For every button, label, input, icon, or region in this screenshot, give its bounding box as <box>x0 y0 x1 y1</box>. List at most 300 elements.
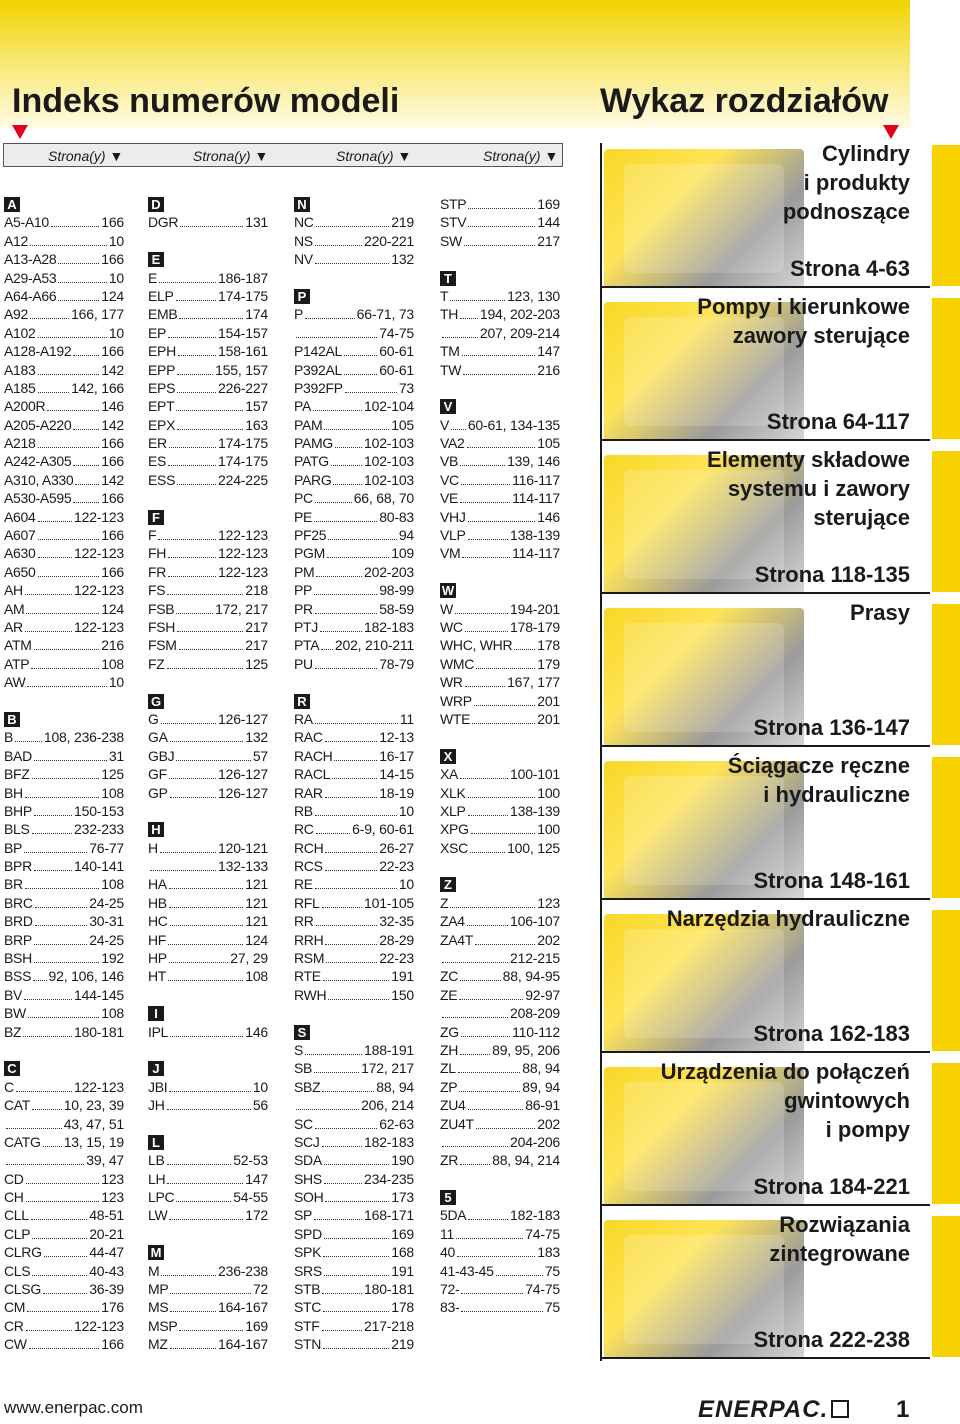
chapter-pages: Strona 148-161 <box>753 868 910 893</box>
page-ref: 100, 125 <box>507 839 560 856</box>
index-spacer <box>440 857 560 875</box>
leader-dots <box>514 637 535 650</box>
index-entry <box>440 636 560 654</box>
index-letter-heading <box>148 508 268 526</box>
model-code: LPC <box>148 1189 175 1206</box>
page-ref: 10 <box>398 802 414 819</box>
model-code: G <box>148 710 159 727</box>
index-entry <box>4 1206 124 1224</box>
index-entry <box>148 544 268 562</box>
index-entry <box>4 728 124 746</box>
index-entry <box>4 342 124 360</box>
index-entry <box>294 1151 414 1169</box>
page-ref: 122-123 <box>74 1317 124 1334</box>
page-ref: 22-23 <box>379 858 414 875</box>
model-code: 11 <box>440 1225 454 1242</box>
index-entry <box>440 361 560 379</box>
model-code: T <box>440 287 449 304</box>
leader-dots <box>34 950 99 963</box>
model-code: FR <box>148 563 167 580</box>
page-ref: 207, 209-214 <box>479 324 560 341</box>
model-code: XLK <box>440 784 466 801</box>
chapter-title: Elementy składowe systemu i zawory sterujące <box>707 447 910 530</box>
page-ref: 146 <box>245 1023 268 1040</box>
model-code: C <box>4 1078 14 1095</box>
page-ref: 102-103 <box>364 471 414 488</box>
leader-dots <box>168 545 216 558</box>
index-letter-heading <box>148 820 268 838</box>
leader-dots <box>170 1024 243 1037</box>
leader-dots <box>315 711 398 724</box>
chapter-item[interactable] <box>600 141 930 298</box>
model-code: A205-A220 <box>4 416 72 433</box>
page-ref: 150 <box>391 986 414 1003</box>
model-code: V <box>440 416 450 433</box>
page-ref: 125 <box>101 766 124 783</box>
leader-dots <box>35 913 88 926</box>
page-ref: 110-112 <box>512 1023 560 1040</box>
page-ref: 219 <box>391 214 414 231</box>
model-code: A13-A28 <box>4 251 57 268</box>
model-code: P142AL <box>294 343 343 360</box>
page-ref: 92, 106, 146 <box>48 968 124 985</box>
leader-dots <box>31 656 99 669</box>
leader-dots <box>315 601 377 614</box>
leader-dots <box>31 1207 87 1220</box>
page-ref: 88, 94 <box>522 1060 560 1077</box>
index-spacer <box>148 1115 268 1133</box>
index-spacer <box>440 728 560 746</box>
letter-badge: L <box>148 1135 164 1150</box>
leader-dots <box>32 1263 87 1276</box>
leader-dots <box>450 895 535 908</box>
model-code: RA <box>294 710 313 727</box>
index-entry <box>294 1188 414 1206</box>
leader-dots <box>442 1005 508 1018</box>
index-entry <box>294 379 414 397</box>
page-ref: 10 <box>398 876 414 893</box>
page-title-index: Indeks numerów modeli <box>12 82 400 120</box>
leader-dots <box>168 968 243 981</box>
index-entry <box>294 802 414 820</box>
chapter-pages: Strona 118-135 <box>754 562 910 587</box>
chapter-rule <box>600 745 930 747</box>
index-entry <box>294 1133 414 1151</box>
page-ref: 40-43 <box>89 1262 124 1279</box>
index-entry <box>4 508 124 526</box>
chapter-tab[interactable] <box>932 298 960 439</box>
page-ref: 109 <box>391 545 414 562</box>
leader-dots <box>169 435 216 448</box>
model-code: FS <box>148 582 166 599</box>
chapter-item[interactable] <box>600 600 930 757</box>
page-ref: 13, 15, 19 <box>63 1133 124 1150</box>
leader-dots <box>333 472 362 485</box>
index-entry <box>440 305 560 323</box>
page-ref: 11 <box>399 710 414 727</box>
letter-badge: V <box>440 399 456 414</box>
index-entry <box>440 967 560 985</box>
index-entry <box>4 1298 124 1316</box>
index-entry <box>440 489 560 507</box>
model-code: XSC <box>440 839 468 856</box>
index-entry <box>148 931 268 949</box>
leader-dots <box>323 1336 389 1349</box>
leader-dots <box>73 417 99 430</box>
model-code: SP <box>294 1207 313 1224</box>
leader-dots <box>169 876 243 889</box>
index-entry <box>4 967 124 985</box>
logo-mark-icon <box>831 1400 849 1418</box>
model-code: W <box>440 600 453 617</box>
leader-dots <box>170 913 244 926</box>
model-code: NV <box>294 251 313 268</box>
index-entry <box>440 710 560 728</box>
model-code: PATG <box>294 453 329 470</box>
index-letter-heading <box>440 875 560 893</box>
leader-dots <box>73 453 99 466</box>
page-ref: 121 <box>245 894 268 911</box>
page-ref: 108 <box>101 876 124 893</box>
index-entry <box>294 1059 414 1077</box>
index-entry <box>148 416 268 434</box>
model-code: BFZ <box>4 766 30 783</box>
index-spacer <box>148 802 268 820</box>
page-ref: 146 <box>537 508 560 525</box>
index-entry <box>294 784 414 802</box>
page-ref: 28-29 <box>379 931 414 948</box>
page-ref: 36-39 <box>89 1281 124 1298</box>
letter-badge: C <box>4 1061 20 1076</box>
leader-dots <box>305 306 355 319</box>
page-ref: 24-25 <box>89 931 124 948</box>
page-ref: 106-107 <box>510 913 560 930</box>
page-ref: 12-13 <box>379 729 414 746</box>
page-ref: 102-103 <box>364 453 414 470</box>
chapter-rule <box>600 286 930 288</box>
leader-dots <box>322 1281 362 1294</box>
leader-dots <box>467 913 508 926</box>
leader-dots <box>167 582 243 595</box>
leader-dots <box>38 527 100 540</box>
leader-dots <box>75 472 99 485</box>
page-ref: 154-157 <box>218 324 268 341</box>
model-code: AM <box>4 600 25 617</box>
leader-dots <box>460 306 478 319</box>
page-ref: 201 <box>537 710 560 727</box>
model-code: A29-A53 <box>4 269 57 286</box>
chapter-tab[interactable] <box>932 1063 960 1204</box>
leader-dots <box>462 343 536 356</box>
page-ref: 212-215 <box>510 950 560 967</box>
chapter-item[interactable] <box>600 753 930 910</box>
chapter-item[interactable] <box>600 447 930 604</box>
index-entry <box>4 563 124 581</box>
page-ref: 72 <box>252 1281 268 1298</box>
index-entry <box>294 250 414 268</box>
index-entry <box>4 416 124 434</box>
page-ref: 100 <box>537 821 560 838</box>
model-code: A92 <box>4 306 29 323</box>
leader-dots <box>323 968 389 981</box>
index-entry <box>148 305 268 323</box>
leader-dots <box>38 435 100 448</box>
leader-dots <box>168 325 216 338</box>
index-entry <box>148 747 268 765</box>
index-entry <box>294 1206 414 1224</box>
index-entry <box>148 269 268 287</box>
index-entry <box>4 802 124 820</box>
index-entry <box>440 1059 560 1077</box>
page-ref: 142 <box>101 471 124 488</box>
index-entry <box>294 489 414 507</box>
page-ref: 132 <box>245 729 268 746</box>
chapter-item[interactable] <box>600 906 930 1063</box>
leader-dots <box>325 840 377 853</box>
model-code: EP <box>148 324 167 341</box>
index-entry <box>440 1023 560 1041</box>
leader-dots <box>38 362 100 375</box>
chapter-pages: Strona 222-238 <box>753 1327 910 1352</box>
page-ref: 108 <box>101 655 124 672</box>
model-code: ER <box>148 435 167 452</box>
chapter-tab[interactable] <box>932 757 960 898</box>
page-ref: 155, 157 <box>215 361 268 378</box>
index-entry <box>4 949 124 967</box>
leader-dots <box>315 656 377 669</box>
index-column <box>148 195 268 1354</box>
leader-dots <box>442 1134 508 1147</box>
chapter-rule <box>600 898 930 900</box>
index-spacer <box>440 250 560 268</box>
page-ref: 166 <box>101 251 124 268</box>
index-entry <box>4 213 124 231</box>
model-code: HA <box>148 876 167 893</box>
model-code: RRH <box>294 931 324 948</box>
index-letter-heading <box>294 692 414 710</box>
index-entry <box>294 967 414 985</box>
model-code: GA <box>148 729 168 746</box>
model-code: BRC <box>4 894 33 911</box>
index-spacer <box>4 692 124 710</box>
leader-dots <box>38 380 70 393</box>
chapter-tab[interactable] <box>932 145 960 286</box>
index-entry <box>440 1262 560 1280</box>
model-code: A200R <box>4 398 46 415</box>
leader-dots <box>324 1263 389 1276</box>
leader-dots <box>25 876 99 889</box>
index-entry <box>440 1115 560 1133</box>
model-code: A185 <box>4 379 36 396</box>
leader-dots <box>27 674 106 687</box>
index-entry <box>148 967 268 985</box>
page-ref: 166, 177 <box>71 306 124 323</box>
model-code: MZ <box>148 1336 168 1353</box>
model-code: WTE <box>440 710 471 727</box>
page-ref: 16-17 <box>379 747 414 764</box>
model-code: GP <box>148 784 168 801</box>
index-letter-heading <box>294 1023 414 1041</box>
leader-dots <box>26 1318 72 1331</box>
model-code: VM <box>440 545 461 562</box>
index-entry <box>148 912 268 930</box>
index-entry <box>148 287 268 305</box>
index-entry <box>440 765 560 783</box>
index-entry <box>148 581 268 599</box>
model-code: GBJ <box>148 747 175 764</box>
index-entry <box>4 489 124 507</box>
leader-dots <box>326 950 377 963</box>
chapter-item[interactable] <box>600 294 930 451</box>
model-code: WR <box>440 674 463 691</box>
page-ref: 121 <box>245 876 268 893</box>
page-ref: 173 <box>391 1189 414 1206</box>
leader-dots <box>465 619 508 632</box>
model-code: VB <box>440 453 459 470</box>
index-entry <box>294 581 414 599</box>
model-code: NS <box>294 232 313 249</box>
page-ref: 167, 177 <box>507 674 560 691</box>
leader-dots <box>35 895 88 908</box>
leader-dots <box>34 748 107 761</box>
model-code: BRP <box>4 931 32 948</box>
index-entry <box>148 857 268 875</box>
leader-dots <box>468 803 508 816</box>
model-code: A128-A192 <box>4 343 72 360</box>
model-code: NC <box>294 214 314 231</box>
page-number: 1 <box>896 1396 910 1423</box>
page-ref: 202, 210-211 <box>334 637 414 654</box>
chapter-item[interactable] <box>600 1059 930 1216</box>
model-code: VLP <box>440 527 466 544</box>
index-entry <box>148 875 268 893</box>
index-entry <box>4 434 124 452</box>
model-code: RB <box>294 802 313 819</box>
model-code: STV <box>440 214 467 231</box>
index-entry <box>440 839 560 857</box>
index-letter-heading <box>440 581 560 599</box>
model-code: BHP <box>4 802 32 819</box>
model-code: ATP <box>4 655 30 672</box>
index-entry <box>440 232 560 250</box>
leader-dots <box>315 251 389 264</box>
enerpac-logo: ENERPAC. <box>698 1396 849 1424</box>
model-code: SBZ <box>294 1078 321 1095</box>
index-entry <box>4 287 124 305</box>
letter-badge: M <box>148 1245 164 1260</box>
model-code: CAT <box>4 1097 31 1114</box>
index-entry <box>148 1280 268 1298</box>
page-ref: 142, 166 <box>71 379 124 396</box>
model-code: RAR <box>294 784 323 801</box>
page-ref: 74-75 <box>525 1225 560 1242</box>
leader-dots <box>327 545 389 558</box>
model-code: A650 <box>4 563 36 580</box>
leader-dots <box>73 490 99 503</box>
model-code: FSB <box>148 600 175 617</box>
page-ref: 39, 47 <box>86 1152 124 1169</box>
page-ref: 216 <box>537 361 560 378</box>
chapter-tab[interactable] <box>932 451 960 592</box>
letter-badge: X <box>440 749 456 764</box>
leader-dots <box>442 325 478 338</box>
leader-dots <box>177 362 213 375</box>
leader-dots <box>462 545 510 558</box>
leader-dots <box>179 1318 243 1331</box>
page-ref: 57 <box>252 747 268 764</box>
page-ref: 217 <box>537 232 560 249</box>
page-ref: 120-121 <box>218 839 268 856</box>
index-entry <box>440 655 560 673</box>
leader-dots <box>323 1299 389 1312</box>
letter-badge: T <box>440 271 456 286</box>
index-entry <box>294 397 414 415</box>
model-code: ZU4 <box>440 1097 466 1114</box>
leader-dots <box>325 1189 389 1202</box>
model-code: A630 <box>4 545 36 562</box>
chapter-tab[interactable] <box>932 910 960 1051</box>
model-code: ZP <box>440 1078 458 1095</box>
index-entry <box>294 1243 414 1261</box>
index-entry <box>4 1225 124 1243</box>
model-code: VC <box>440 471 459 488</box>
leader-dots <box>442 950 508 963</box>
index-entry <box>440 820 560 838</box>
model-code: CLL <box>4 1207 29 1224</box>
model-code: RFL <box>294 894 320 911</box>
chapter-tab[interactable] <box>932 604 960 745</box>
index-entry <box>148 1151 268 1169</box>
index-entry <box>4 452 124 470</box>
leader-dots <box>461 1299 542 1312</box>
model-code: HF <box>148 931 167 948</box>
model-code: BP <box>4 839 23 856</box>
page-ref: 146 <box>101 398 124 415</box>
model-code: CATG <box>4 1133 41 1150</box>
leader-dots <box>468 196 535 209</box>
index-entry <box>440 1225 560 1243</box>
model-code: BAD <box>4 747 32 764</box>
index-entry <box>4 1243 124 1261</box>
leader-dots <box>315 233 362 246</box>
leader-dots <box>296 325 377 338</box>
index-entry <box>4 1317 124 1335</box>
index-entry <box>440 912 560 930</box>
index-entry <box>440 1133 560 1151</box>
letter-badge: D <box>148 197 164 212</box>
page-ref: 122-123 <box>74 1078 124 1095</box>
leader-dots <box>167 1152 232 1165</box>
leader-dots <box>468 527 508 540</box>
index-entry <box>4 1151 124 1169</box>
index-entry <box>440 986 560 1004</box>
page-ref: 182-183 <box>364 1133 414 1150</box>
column-header-label: Strona(y) ▼ <box>483 148 559 164</box>
model-code: PE <box>294 508 313 525</box>
index-entry <box>4 1096 124 1114</box>
chapter-item[interactable] <box>600 1212 930 1369</box>
model-code: ELP <box>148 287 174 304</box>
chapter-tab[interactable] <box>932 1216 960 1357</box>
page-ref: 22-23 <box>379 950 414 967</box>
page-ref: 206, 214 <box>361 1097 414 1114</box>
page-ref: 31 <box>108 747 124 764</box>
footer-url[interactable]: www.enerpac.com <box>4 1398 143 1417</box>
index-spacer <box>148 232 268 250</box>
page-ref: 126-127 <box>218 784 268 801</box>
leader-dots <box>324 417 389 430</box>
model-code: ESS <box>148 471 176 488</box>
